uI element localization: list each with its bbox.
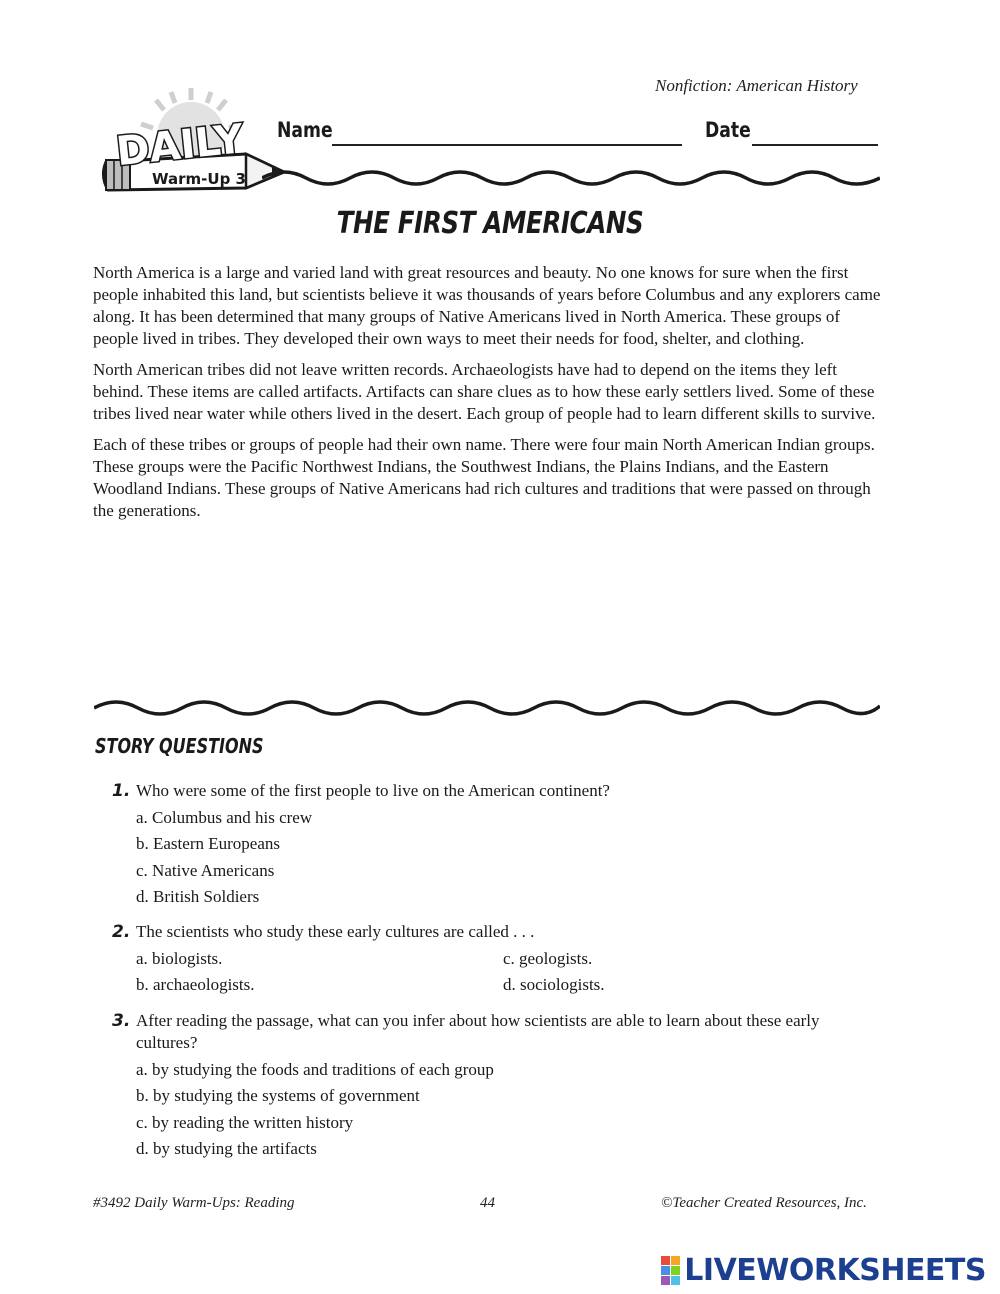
logo-sub: Warm-Up 3 [152,170,246,188]
liveworksheets-logo-icon [661,1256,680,1285]
answer-option-a[interactable]: a. biologists. [136,948,223,968]
question-2 [112,921,872,996]
passage-paragraph: Each of these tribes or groups of people had their own name. There were four main North American Indian groups. These groups were the Pacific Northwest Indians, the Southwest Indians, the Plains Indians, and the Eastern Woodland Indians. These groups of Native Americans had rich cultures and traditions that were passed on through the generations. [93,435,875,520]
logo-word: DAILY [114,116,246,176]
answer-option-d[interactable]: d. by studying the artifacts [136,1139,317,1158]
footer-page-number: 44 [480,1195,495,1211]
date-label: Date [705,118,751,142]
logo-block [661,1256,670,1265]
liveworksheets-brand[interactable] [661,1253,986,1288]
passage-paragraph: North America is a large and varied land with great resources and beauty. No one knows for sure when the first people inhabited this land, but scientists believe it was thousands of years before Columbus and any explorers came along. It has been determined that many groups of Native Americans lived in North America. These groups of people lived in tribes. They developed their own ways to meet their needs for food, shelter, and clothing. [93,263,881,348]
answer-option-d[interactable]: d. British Soldiers [136,887,260,906]
series-label: Nonfiction: American History [655,76,858,95]
question-text: The scientists who study these early cultures are called . . . [136,922,535,941]
answer-option-a[interactable]: a. by studying the foods and traditions of each group [136,1059,494,1079]
logo-block [671,1256,680,1265]
answer-option-c[interactable]: c. Native Americans [136,860,275,880]
date-input-line[interactable] [752,144,878,146]
question-3 [112,1010,872,1160]
story-questions-heading: STORY QUESTIONS [95,734,264,758]
brand-name: LIVEWORKSHEETS [684,1253,986,1288]
question-1 [112,780,872,908]
header-wave-divider [262,166,880,190]
answer-option-b[interactable]: b. Eastern Europeans [136,834,280,853]
question-number: 1. [112,781,131,801]
answer-option-b[interactable]: b. archaeologists. [136,975,255,994]
question-number: 3. [112,1011,131,1031]
answer-option-d[interactable]: d. sociologists. [503,975,605,994]
section-wave-divider [94,696,880,720]
logo-block [671,1276,680,1285]
answer-option-a[interactable]: a. Columbus and his crew [136,807,313,827]
answer-option-b[interactable]: b. by studying the systems of government [136,1086,420,1105]
answer-options-grid [136,948,872,997]
logo-block [671,1266,680,1275]
page-title: THE FIRST AMERICANS [336,206,644,241]
name-label: Name [277,118,333,142]
reading-passage [93,262,883,531]
question-text: Who were some of the first people to live on the American continent? [136,781,610,800]
passage-paragraph: North American tribes did not leave written records. Archaeologists have had to depend on the items they left behind. These items are called artifacts. Artifacts can share clues as to how these early settlers lived. Some of these tribes lived near water while others lived in the desert. Each group of people had to learn different skills to survive. [93,360,876,423]
answer-option-c[interactable]: c. geologists. [503,948,593,968]
footer-copyright: ©Teacher Created Resources, Inc. [661,1195,867,1211]
logo-block [661,1266,670,1275]
question-number: 2. [112,922,131,942]
answer-option-c[interactable]: c. by reading the written history [136,1112,354,1132]
footer-book-title: #3492 Daily Warm-Ups: Reading [93,1195,295,1211]
logo-block [661,1276,670,1285]
name-input-line[interactable] [332,144,682,146]
question-text: After reading the passage, what can you infer about how scientists are able to learn about these early cultures? [136,1011,820,1052]
